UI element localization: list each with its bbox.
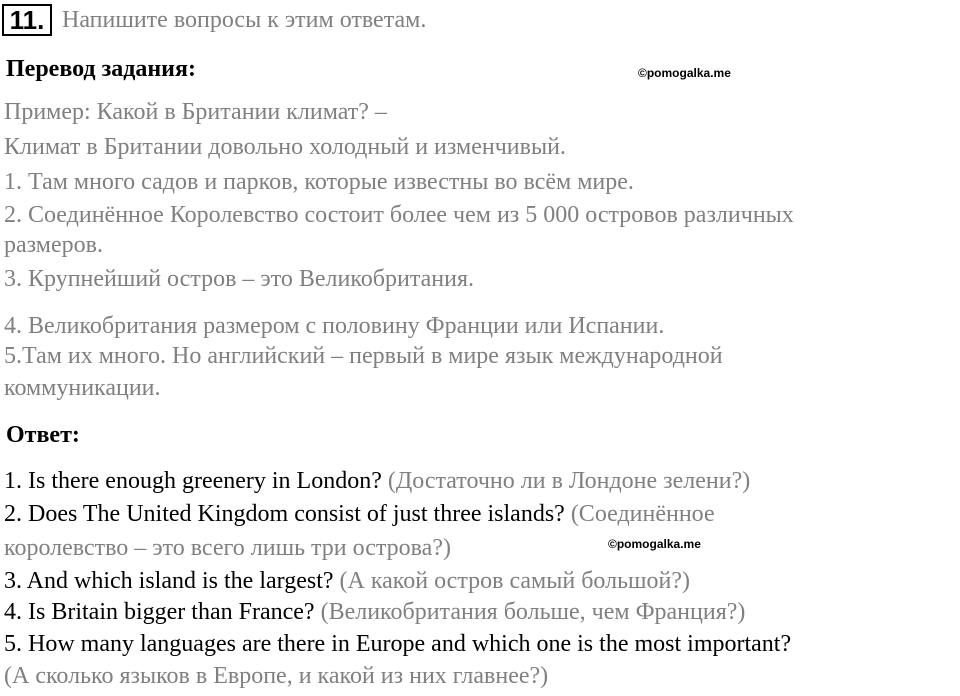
translation-line: Пример: Какой в Британии климат? – bbox=[4, 99, 387, 125]
translation-line: 2. Соединённое Королевство состоит более чем из 5 000 островов различных bbox=[4, 202, 794, 228]
watermark-bottom: ©pomogalka.me bbox=[608, 537, 701, 551]
task-number-box: 11. bbox=[2, 4, 52, 36]
translation-line: 5.Там их много. Но английский – первый в мире язык международной bbox=[4, 343, 723, 369]
answer-question-ru: (Великобритания больше, чем Франция?) bbox=[314, 599, 746, 625]
translation-line: 1. Там много садов и парков, которые известны во всём мире. bbox=[4, 169, 634, 195]
translation-line: коммуникации. bbox=[4, 375, 161, 401]
answer-question-en: 2. Does The United Kingdom consist of just three islands? bbox=[4, 501, 565, 527]
translation-line: размеров. bbox=[4, 232, 103, 258]
answer-question-en: 1. Is there enough greenery in London? bbox=[4, 468, 382, 494]
answer-line bbox=[4, 533, 451, 563]
answer-line bbox=[4, 499, 715, 529]
answer-heading: Ответ: bbox=[6, 422, 80, 448]
answer-line bbox=[4, 597, 745, 627]
answer-question-ru: (А сколько языков в Европе, и какой из них главнее?) bbox=[4, 663, 549, 689]
translation-heading: Перевод задания: bbox=[6, 56, 196, 82]
translation-line: 3. Крупнейший остров – это Великобритания. bbox=[4, 266, 475, 292]
translation-line: 4. Великобритания размером с половину Франции или Испании. bbox=[4, 313, 665, 339]
answer-line bbox=[4, 629, 791, 659]
task-instruction: Напишите вопросы к этим ответам. bbox=[62, 7, 427, 33]
answer-line bbox=[4, 566, 690, 596]
answer-question-en: 3. And which island is the largest? bbox=[4, 568, 334, 594]
answer-question-en: 4. Is Britain bigger than France? bbox=[4, 599, 315, 625]
answer-question-en: 5. How many languages are there in Europe and which one is the most important? bbox=[4, 631, 792, 657]
answer-line bbox=[4, 661, 548, 691]
answer-question-ru: (Достаточно ли в Лондоне зелени?) bbox=[381, 468, 751, 494]
answer-line bbox=[4, 466, 750, 496]
answer-question-ru: (А какой остров самый большой?) bbox=[333, 568, 690, 594]
answer-question-ru: (Соединённое bbox=[564, 501, 715, 527]
translation-line: Климат в Британии довольно холодный и изменчивый. bbox=[4, 134, 566, 160]
watermark-top: ©pomogalka.me bbox=[638, 66, 731, 80]
answer-question-ru: королевство – это всего лишь три острова?) bbox=[4, 535, 451, 561]
